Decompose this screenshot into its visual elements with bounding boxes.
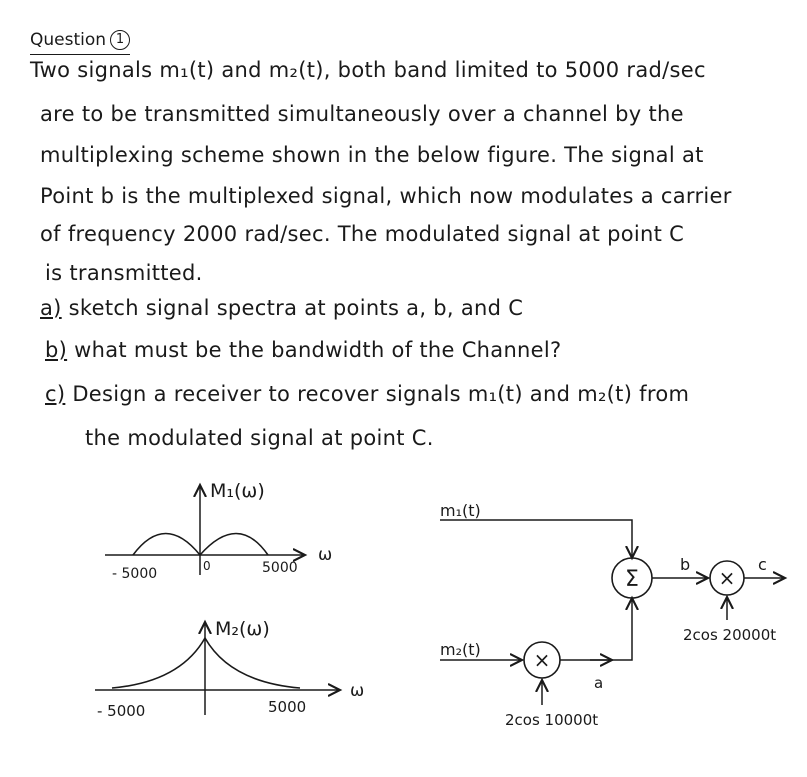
part-c-text: Design a receiver to recover signals m₁(t) and m₂(t) from bbox=[72, 382, 690, 406]
part-c-label: c) bbox=[45, 382, 66, 406]
spectrum-m1 bbox=[105, 480, 332, 582]
a-signal-path bbox=[560, 598, 632, 660]
question-line-2: are to be transmitted simultaneously over a channel by the bbox=[40, 102, 684, 126]
carrier-1-label: 2cos 10000t bbox=[505, 711, 599, 729]
spectrum-m2 bbox=[95, 618, 364, 720]
mixer-2-symbol: × bbox=[718, 566, 736, 590]
m2-axis-label: ω bbox=[350, 681, 365, 701]
part-b-text: what must be the bandwidth of the Channel? bbox=[74, 338, 562, 362]
m2-left-tick: - 5000 bbox=[97, 702, 146, 720]
block-diagram bbox=[440, 501, 785, 729]
part-b-label: b) bbox=[45, 338, 68, 362]
part-a-text: sketch signal spectra at points a, b, and C bbox=[68, 296, 524, 320]
part-c-continuation: the modulated signal at point C. bbox=[85, 426, 434, 450]
m2-spectrum-curve bbox=[112, 638, 300, 688]
summer-symbol: Σ bbox=[625, 567, 639, 592]
question-line-4: Point b is the multiplexed signal, which now modulates a carrier bbox=[40, 184, 732, 208]
point-b-label: b bbox=[680, 555, 691, 574]
question-line-1: Two signals m₁(t) and m₂(t), both band limited to 5000 rad/sec bbox=[30, 58, 706, 82]
point-a-label: a bbox=[594, 674, 604, 692]
question-line-6: is transmitted. bbox=[45, 261, 203, 285]
m1-axis-label: ω bbox=[318, 545, 333, 565]
m1-origin-label: 0 bbox=[203, 559, 211, 573]
m1-title: M₁(ω) bbox=[210, 480, 265, 502]
carrier-2-label: 2cos 20000t bbox=[683, 626, 777, 644]
mixer-1-symbol: × bbox=[533, 648, 551, 672]
question-line-5: of frequency 2000 rad/sec. The modulated signal at point C bbox=[40, 222, 685, 246]
point-c-label: c bbox=[758, 555, 767, 574]
m1-left-tick: - 5000 bbox=[112, 566, 158, 582]
m1-signal-path bbox=[440, 520, 632, 558]
m2-right-tick: 5000 bbox=[268, 698, 307, 716]
question-heading-text: Question bbox=[30, 30, 107, 50]
m1-right-tick: 5000 bbox=[262, 560, 298, 576]
question-line-3: multiplexing scheme shown in the below figure. The signal at bbox=[40, 143, 704, 167]
question-number: 1 bbox=[110, 30, 130, 50]
input-m2-label: m₂(t) bbox=[440, 640, 481, 659]
part-a-label: a) bbox=[40, 296, 62, 320]
input-m1-label: m₁(t) bbox=[440, 501, 481, 520]
m2-title: M₂(ω) bbox=[215, 618, 270, 640]
